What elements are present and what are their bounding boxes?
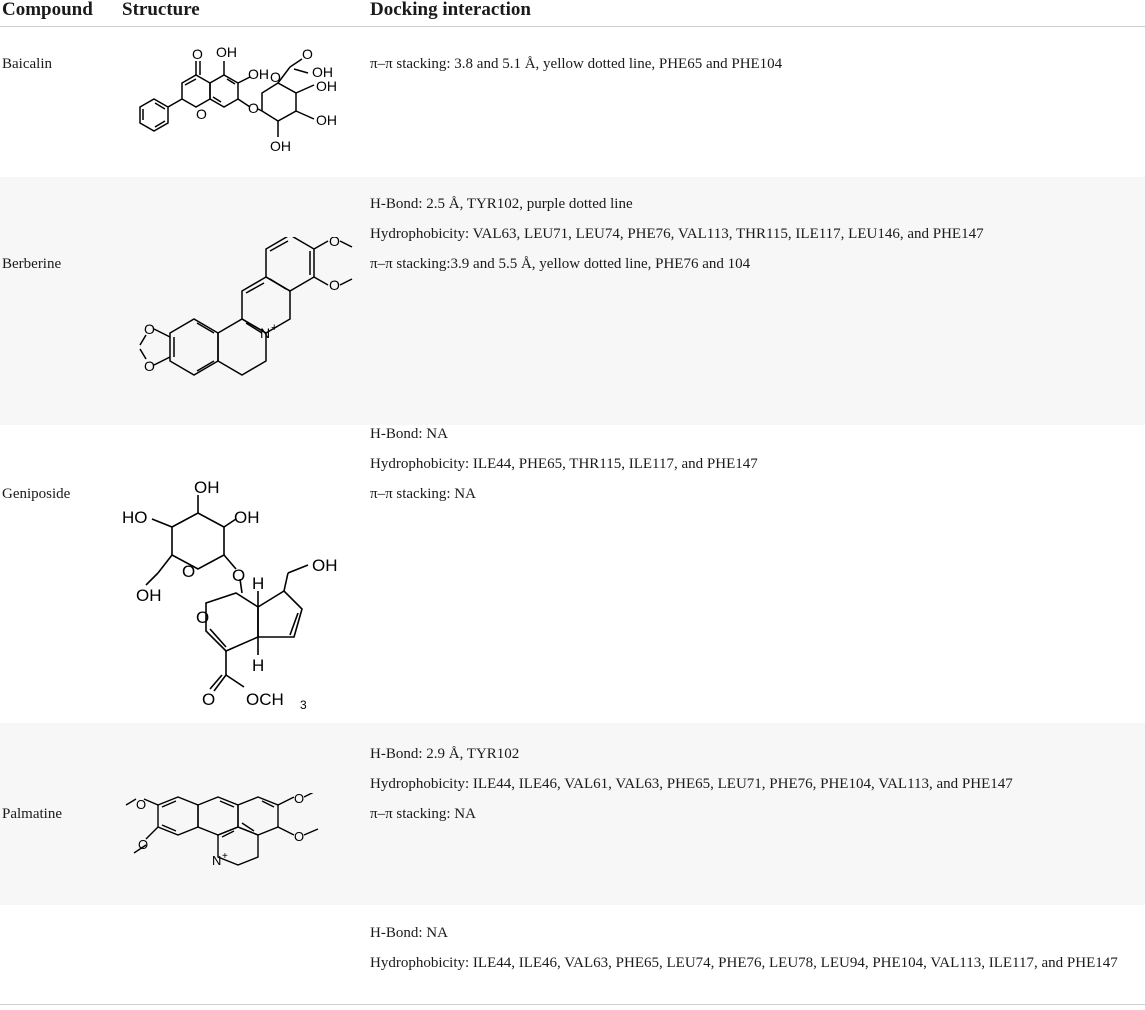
interaction-line: Hydrophobicity: ILE44, ILE46, VAL63, PHE65, LEU74, PHE76, LEU78, LEU94, PHE104, VAL113, ILE117, and PHE147 — [370, 955, 1118, 971]
interaction-line: H-Bond: 2.9 Å, TYR102 — [370, 746, 520, 762]
svg-text:N: N — [260, 325, 271, 341]
svg-text:OH: OH — [312, 64, 333, 80]
svg-text:OH: OH — [312, 556, 338, 575]
svg-text:O: O — [294, 793, 305, 806]
svg-text:O: O — [202, 690, 216, 709]
header-docking: Docking interaction — [370, 0, 531, 20]
svg-text:OH: OH — [136, 586, 162, 605]
svg-text:O: O — [329, 277, 340, 293]
interaction-line: Hydrophobicity: ILE44, PHE65, THR115, ILE117, and PHE147 — [370, 456, 758, 472]
svg-text:O: O — [182, 562, 196, 581]
svg-text:O: O — [294, 829, 305, 844]
structure-image — [118, 475, 358, 720]
compound-name: Geniposide — [2, 486, 71, 502]
svg-text:O: O — [302, 46, 313, 62]
svg-text:OH: OH — [234, 508, 260, 527]
interaction-line: π–π stacking: NA — [370, 486, 476, 502]
svg-text:N: N — [212, 853, 222, 868]
interaction-line: Hydrophobicity: ILE44, ILE46, VAL61, VAL63, PHE65, LEU71, PHE76, PHE104, VAL113, and PHE147 — [370, 776, 1013, 792]
table-bottom-rule — [0, 1004, 1145, 1005]
svg-text:H: H — [252, 656, 265, 675]
interaction-line: H-Bond: 2.5 Å, TYR102, purple dotted line — [370, 196, 633, 212]
interaction-line: H-Bond: NA — [370, 925, 448, 941]
svg-text:O: O — [270, 69, 281, 85]
svg-text:H: H — [252, 574, 265, 593]
interaction-line: π–π stacking: 3.8 and 5.1 Å, yellow dotted line, PHE65 and PHE104 — [370, 56, 783, 72]
svg-text:O: O — [192, 46, 203, 62]
interaction-line: π–π stacking:3.9 and 5.5 Å, yellow dotted line, PHE76 and 104 — [370, 256, 751, 272]
compound-name: Baicalin — [2, 56, 52, 72]
interaction-line: Hydrophobicity: VAL63, LEU71, LEU74, PHE76, VAL113, THR115, ILE117, LEU146, and PHE147 — [370, 226, 984, 242]
svg-text:O: O — [232, 566, 246, 585]
svg-text:OCH: OCH — [246, 690, 284, 709]
table-row — [0, 425, 1145, 723]
structure-image — [118, 237, 358, 407]
svg-text:+: + — [222, 851, 228, 862]
svg-text:O: O — [196, 106, 207, 122]
compound-name: Berberine — [2, 256, 62, 272]
svg-text:OH: OH — [316, 78, 337, 94]
header-structure: Structure — [122, 0, 200, 20]
table-row — [0, 723, 1145, 905]
svg-text:O: O — [329, 237, 340, 249]
svg-text:OH: OH — [248, 66, 269, 82]
compound-name: Palmatine — [2, 806, 62, 822]
table-header — [0, 0, 1145, 27]
svg-text:HO: HO — [122, 508, 148, 527]
interaction-line: π–π stacking: NA — [370, 806, 476, 822]
structure-image — [118, 793, 358, 898]
svg-text:OH: OH — [216, 44, 237, 60]
svg-text:O: O — [144, 358, 155, 374]
structure-image — [118, 27, 358, 167]
header-compound: Compound — [2, 0, 93, 20]
table-row — [0, 177, 1145, 425]
table-row — [0, 27, 1145, 177]
svg-text:O: O — [138, 837, 149, 852]
svg-text:OH: OH — [316, 112, 337, 128]
table-row — [0, 905, 1145, 1004]
svg-text:O: O — [196, 608, 210, 627]
svg-text:O: O — [144, 321, 155, 337]
svg-text:O: O — [136, 797, 147, 812]
svg-text:OH: OH — [194, 478, 220, 497]
svg-text:OH: OH — [270, 138, 291, 154]
interaction-line: H-Bond: NA — [370, 426, 448, 442]
svg-text:3: 3 — [300, 698, 307, 712]
svg-text:+: + — [271, 322, 278, 334]
svg-text:O: O — [248, 100, 259, 116]
